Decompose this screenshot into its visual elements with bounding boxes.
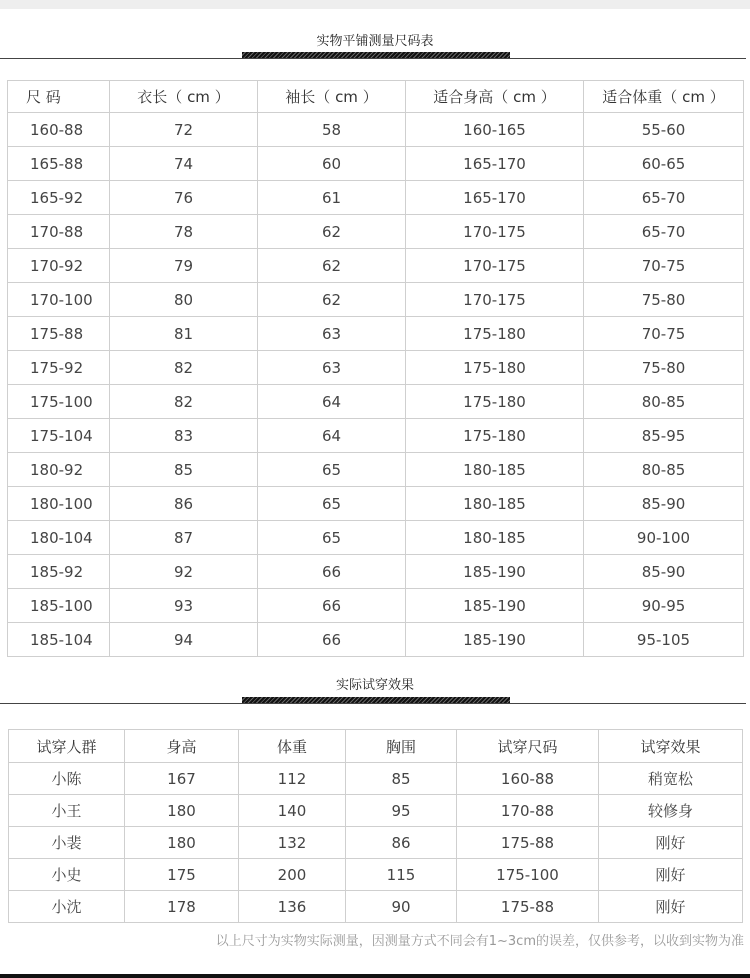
table-cell: 85-95 [584,419,744,453]
table-cell: 60 [258,147,406,181]
table-cell: 82 [110,385,258,419]
table-cell: 175-180 [406,317,584,351]
fit-table-row [9,859,743,891]
table-cell: 175 [125,859,239,891]
table-cell: 175-104 [8,419,110,453]
header-fit-result: 试穿效果 [599,730,743,763]
table-cell: 62 [258,283,406,317]
table-cell: 170-88 [457,795,599,827]
table-cell: 175-100 [8,385,110,419]
table-cell: 180-185 [406,453,584,487]
table-cell: 185-100 [8,589,110,623]
size-table-row [8,351,744,385]
table-cell: 93 [110,589,258,623]
header-height: 适合身高（ cm ） [406,81,584,113]
table-cell: 80 [110,283,258,317]
table-cell: 180-185 [406,521,584,555]
table-cell: 175-180 [406,385,584,419]
header-chest: 胸围 [346,730,457,763]
bottom-band [0,974,750,978]
footnote: 以上尺寸为实物实际测量，因测量方式不同会有1~3cm的误差，仅供参考，以收到实物为准 [215,934,744,949]
table-cell: 94 [110,623,258,657]
table-cell: 170-100 [8,283,110,317]
table-cell: 稍宽松 [599,763,743,795]
table-cell: 175-88 [8,317,110,351]
table-cell: 175-180 [406,351,584,385]
table-cell: 85-90 [584,555,744,589]
table-cell: 112 [239,763,346,795]
table-cell: 165-92 [8,181,110,215]
table-cell: 81 [110,317,258,351]
table-cell: 175-92 [8,351,110,385]
table-cell: 86 [110,487,258,521]
table-cell: 87 [110,521,258,555]
table-cell: 75-80 [584,351,744,385]
table-cell: 小史 [9,859,125,891]
header-tried-size: 试穿尺码 [457,730,599,763]
table-cell: 79 [110,249,258,283]
fit-table-row [9,763,743,795]
table-cell: 170-175 [406,283,584,317]
table-cell: 62 [258,249,406,283]
header-height: 身高 [125,730,239,763]
table-cell: 165-170 [406,181,584,215]
header-sleeve: 袖长（ cm ） [258,81,406,113]
table-cell: 185-190 [406,555,584,589]
section-rule [0,703,746,704]
table-cell: 64 [258,419,406,453]
table-cell: 165-170 [406,147,584,181]
header-weight: 体重 [239,730,346,763]
table-cell: 55-60 [584,113,744,147]
table-cell: 83 [110,419,258,453]
table-cell: 85-90 [584,487,744,521]
table-cell: 65-70 [584,215,744,249]
table-cell: 90 [346,891,457,923]
fit-table-row [9,795,743,827]
table-cell: 165-88 [8,147,110,181]
section-hatch-bar [242,697,510,703]
table-cell: 刚好 [599,891,743,923]
table-cell: 185-190 [406,623,584,657]
table-cell: 65-70 [584,181,744,215]
table-cell: 140 [239,795,346,827]
size-section-title: 实物平铺测量尺码表 [316,34,434,49]
header-size: 尺 码 [8,81,110,113]
size-table-row [8,249,744,283]
table-cell: 65 [258,521,406,555]
section-rule [0,58,746,59]
size-table-row [8,623,744,657]
fit-table-header-row [9,730,743,763]
table-cell: 95 [346,795,457,827]
table-cell: 78 [110,215,258,249]
table-cell: 85 [110,453,258,487]
table-cell: 65 [258,453,406,487]
table-cell: 76 [110,181,258,215]
table-cell: 200 [239,859,346,891]
table-cell: 刚好 [599,859,743,891]
size-table-row [8,283,744,317]
table-cell: 66 [258,555,406,589]
table-cell: 86 [346,827,457,859]
size-table-row [8,147,744,181]
table-cell: 62 [258,215,406,249]
table-cell: 132 [239,827,346,859]
table-cell: 90-100 [584,521,744,555]
table-cell: 170-175 [406,215,584,249]
size-table-row [8,317,744,351]
table-cell: 185-190 [406,589,584,623]
table-cell: 180-185 [406,487,584,521]
size-table-row [8,555,744,589]
size-table-row [8,181,744,215]
table-cell: 61 [258,181,406,215]
table-cell: 82 [110,351,258,385]
table-cell: 180-100 [8,487,110,521]
table-cell: 170-175 [406,249,584,283]
header-tester: 试穿人群 [9,730,125,763]
size-table-row [8,589,744,623]
table-cell: 74 [110,147,258,181]
table-cell: 66 [258,623,406,657]
table-cell: 小陈 [9,763,125,795]
size-table-row [8,453,744,487]
table-cell: 115 [346,859,457,891]
table-cell: 167 [125,763,239,795]
table-cell: 178 [125,891,239,923]
size-table [7,80,744,657]
size-table-header-row [8,81,744,113]
table-cell: 90-95 [584,589,744,623]
table-cell: 63 [258,317,406,351]
section-hatch-bar [242,52,510,58]
table-cell: 75-80 [584,283,744,317]
table-cell: 136 [239,891,346,923]
table-cell: 180-104 [8,521,110,555]
table-cell: 170-92 [8,249,110,283]
table-cell: 160-165 [406,113,584,147]
size-table-row [8,113,744,147]
table-cell: 63 [258,351,406,385]
table-cell: 80-85 [584,385,744,419]
table-cell: 较修身 [599,795,743,827]
table-cell: 66 [258,589,406,623]
fit-section-title: 实际试穿效果 [335,678,414,693]
table-cell: 175-100 [457,859,599,891]
table-cell: 65 [258,487,406,521]
table-cell: 185-92 [8,555,110,589]
size-table-row [8,385,744,419]
table-cell: 80-85 [584,453,744,487]
table-cell: 185-104 [8,623,110,657]
table-cell: 175-180 [406,419,584,453]
header-length: 衣长（ cm ） [110,81,258,113]
table-cell: 175-88 [457,891,599,923]
table-cell: 85 [346,763,457,795]
size-table-row [8,419,744,453]
fit-table-row [9,827,743,859]
table-cell: 64 [258,385,406,419]
table-cell: 70-75 [584,317,744,351]
size-table-row [8,215,744,249]
table-cell: 小沈 [9,891,125,923]
size-table-row [8,521,744,555]
table-cell: 60-65 [584,147,744,181]
size-table-row [8,487,744,521]
fit-table [8,729,743,923]
table-cell: 160-88 [457,763,599,795]
table-cell: 92 [110,555,258,589]
table-cell: 58 [258,113,406,147]
table-cell: 175-88 [457,827,599,859]
table-cell: 小裴 [9,827,125,859]
table-cell: 160-88 [8,113,110,147]
table-cell: 170-88 [8,215,110,249]
table-cell: 刚好 [599,827,743,859]
table-cell: 180 [125,795,239,827]
table-cell: 180-92 [8,453,110,487]
header-weight: 适合体重（ cm ） [584,81,744,113]
table-cell: 72 [110,113,258,147]
table-cell: 小王 [9,795,125,827]
top-band [0,0,750,9]
table-cell: 180 [125,827,239,859]
table-cell: 70-75 [584,249,744,283]
table-cell: 95-105 [584,623,744,657]
fit-table-row [9,891,743,923]
